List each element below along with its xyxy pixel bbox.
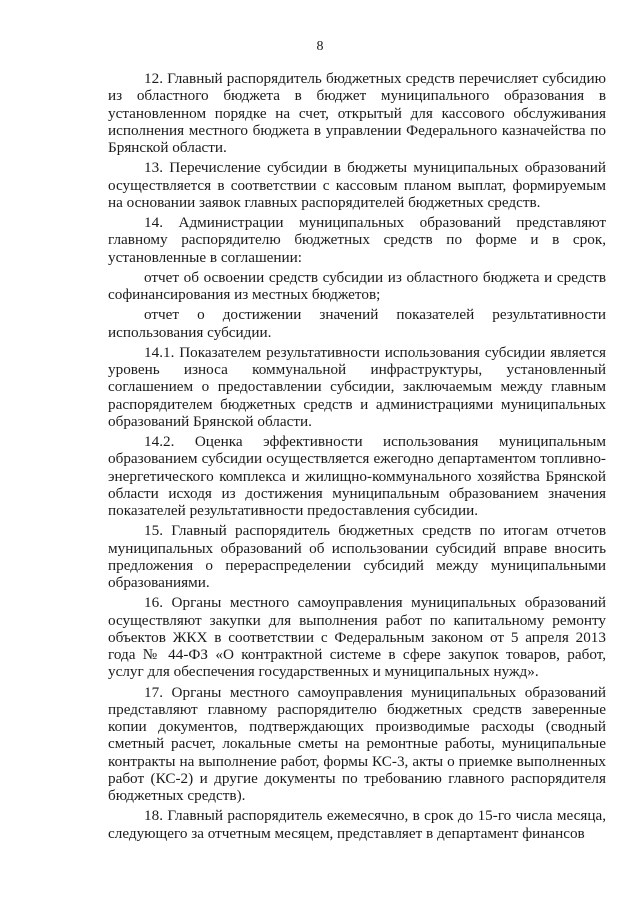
paragraph-14-report-indicators: отчет о достижении значений показателей результативности использования субсидии. (108, 306, 606, 341)
paragraph-12: 12. Главный распорядитель бюджетных средств перечисляет субсидию из областного бюджета в бюджет муниципального образования в установленном порядке на счет, открытый для кассового обслуживания исполнения местного бюджета в управлении Федерального казначейства по Брянской области. (108, 70, 606, 156)
paragraph-13: 13. Перечисление субсидии в бюджеты муниципальных образований осуществляется в соответствии с кассовым планом выплат, формируемым на основании заявок главных распорядителей бюджетных средств. (108, 159, 606, 211)
paragraph-17: 17. Органы местного самоуправления муниципальных образований представляют главному распорядителю бюджетных средств заверенные копии документов, подтверждающих производимые расходы (сводный сметный расчет, локальные сметы на ремонтные работы, муниципальные контракты на выполнение работ, формы КС-3, акты о приемке выполненных работ (КС-2) и другие документы по требованию главного распорядителя бюджетных средств). (108, 683, 606, 804)
paragraph-16: 16. Органы местного самоуправления муниципальных образований осуществляют закупки для выполнения работ по капитальному ремонту объектов ЖКХ в соответствии с Федеральным законом от 5 апреля 2013 года № 44-ФЗ «О контрактной системе в сфере закупок товаров, работ, услуг для обеспечения государственных и муниципальных нужд». (108, 594, 606, 681)
paragraph-18: 18. Главный распорядитель ежемесячно, в срок до 15-го числа месяца, следующего за отчетным месяцем, представляет в департамент финансов (108, 807, 606, 842)
paragraph-14-1: 14.1. Показателем результативности использования субсидии является уровень износа коммунальной инфраструктуры, установленный соглашением о предоставлении субсидии, заключаемым между главным распорядителем бюджетных средств и администрациями муниципальных образований Брянской области. (108, 343, 606, 430)
page-number: 8 (316, 39, 324, 54)
document-body (108, 70, 606, 845)
paragraph-14: 14. Администрации муниципальных образований представляют главному распорядителю бюджетных средств по форме и в срок, установленные в соглашении: (108, 214, 606, 266)
paragraph-14-2: 14.2. Оценка эффективности использования муниципальным образованием субсидии осуществляется ежегодно департаментом топливно-энергетического комплекса и жилищно-коммунального хозяйства Брянской области исходя из достижения муниципальным образованием значения показателей результативности предоставления субсидии. (108, 433, 606, 519)
paragraph-15: 15. Главный распорядитель бюджетных средств по итогам отчетов муниципальных образований об использовании субсидий вправе вносить предложения о перераспределении субсидий между муниципальными образованиями. (108, 522, 606, 591)
paragraph-14-report-funds: отчет об освоении средств субсидии из областного бюджета и средств софинансирования из местных бюджетов; (108, 268, 606, 303)
